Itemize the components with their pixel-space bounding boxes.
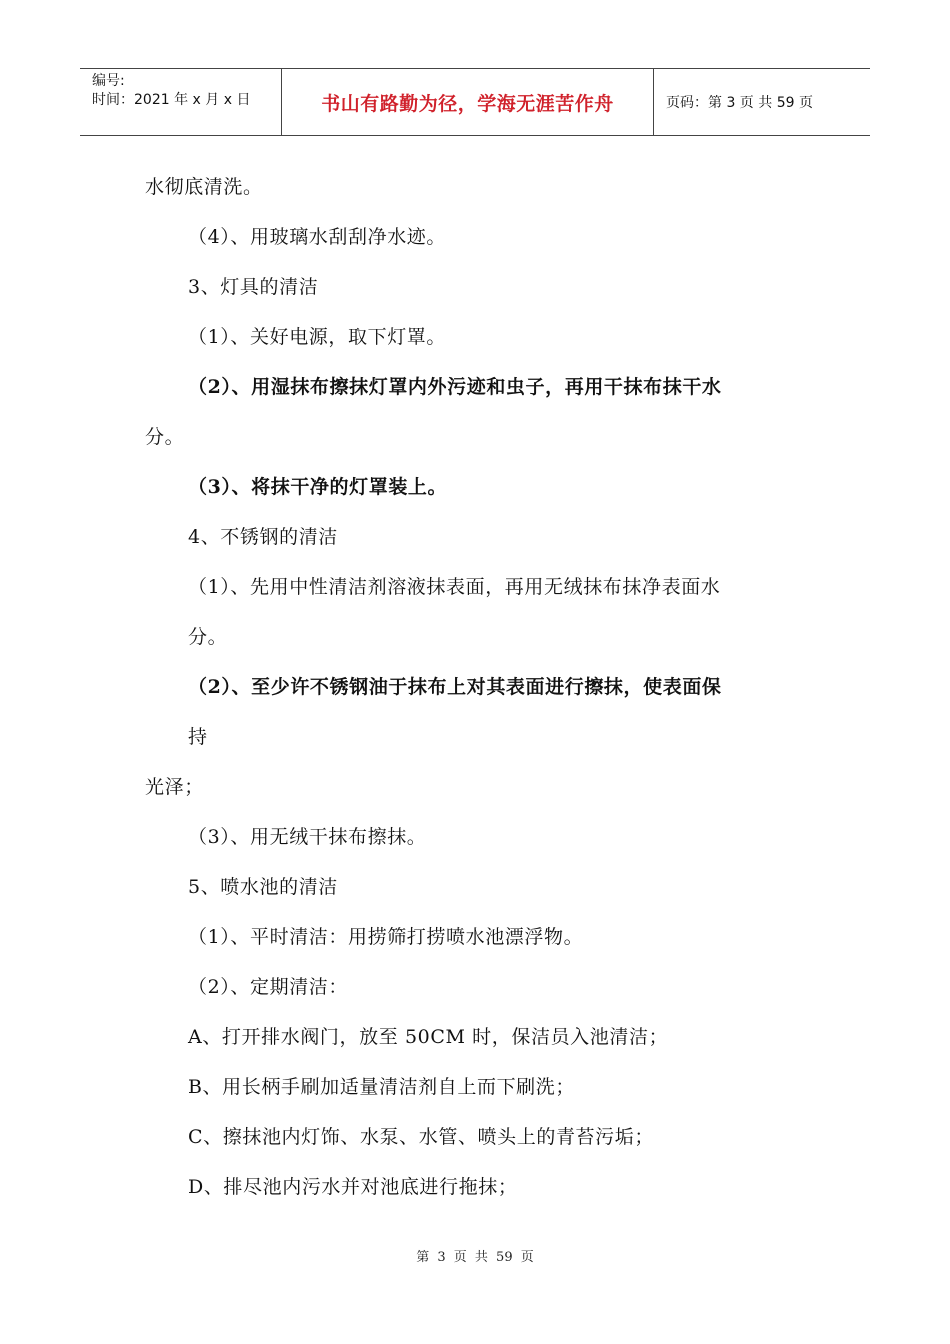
text-line: 光泽； [145, 776, 204, 798]
text-line: A、打开排水阀门，放至 50CM 时，保洁员入池清洁； [188, 1026, 669, 1048]
header-motto: 书山有路勤为径，学海无涯苦作舟 [282, 69, 654, 135]
text-line: （4）、用玻璃水刮刮净水迹。 [188, 226, 446, 248]
text-line: 分。 [188, 626, 228, 648]
text-line: （3）、用无绒干抹布擦抹。 [188, 826, 427, 848]
document-number: 编号: [92, 73, 125, 89]
page-header [80, 68, 870, 136]
text-line: （1）、关好电源，取下灯罩。 [188, 326, 446, 348]
page-footer: 第 3 页 共 59 页 [416, 1250, 534, 1265]
section-heading: 3、灯具的清洁 [188, 276, 319, 298]
text-line: 持 [188, 726, 208, 748]
text-line: B、用长柄手刷加适量清洁剂自上而下刷洗； [188, 1076, 575, 1098]
text-line: （3）、将抹干净的灯罩装上。 [188, 476, 448, 498]
text-line: C、擦抹池内灯饰、水泵、水管、喷头上的青苔污垢； [188, 1126, 654, 1148]
text-line: D、排尽池内污水并对池底进行拖抹； [188, 1176, 518, 1198]
document-date: 时间：2021 年 x 月 x 日 [92, 92, 251, 108]
text-line: （1）、先用中性清洁剂溶液抹表面，再用无绒抹布抹净表面水 [188, 576, 721, 598]
text-line: （1）、平时清洁：用捞筛打捞喷水池漂浮物。 [188, 926, 584, 948]
header-meta [80, 69, 282, 135]
text-line: 分。 [145, 426, 185, 448]
text-line: 水彻底清洗。 [145, 176, 263, 198]
header-page-info: 页码：第 3 页 共 59 页 [666, 95, 813, 111]
text-line: （2）、至少许不锈钢油于抹布上对其表面进行擦抹，使表面保 [188, 676, 722, 698]
text-line: （2）、用湿抹布擦抹灯罩内外污迹和虫子，再用干抹布抹干水 [188, 376, 722, 398]
text-line: （2）、定期清洁： [188, 976, 348, 998]
section-heading: 5、喷水池的清洁 [188, 876, 338, 898]
section-heading: 4、不锈钢的清洁 [188, 526, 338, 548]
